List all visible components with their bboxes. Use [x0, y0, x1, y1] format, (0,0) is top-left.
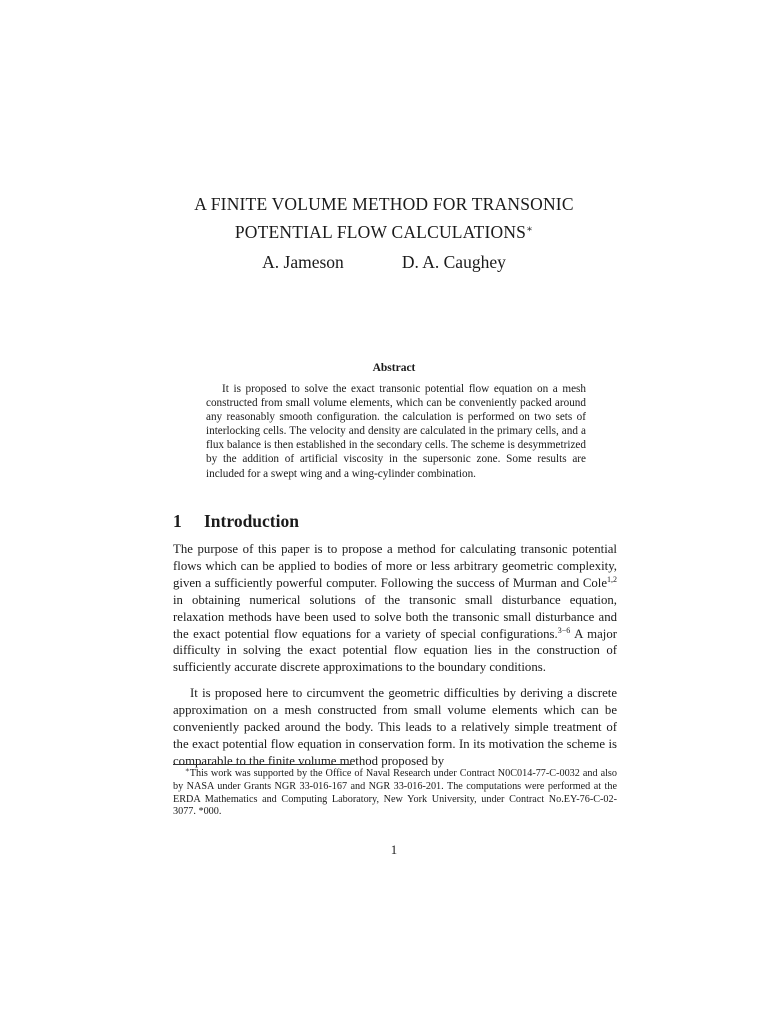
abstract-heading: Abstract [372, 362, 416, 374]
author-jameson: A. Jameson [262, 252, 344, 272]
page-number: 1 [390, 843, 398, 857]
title-line-1: A FINITE VOLUME METHOD FOR TRANSONIC [194, 194, 574, 214]
citation-1-2: 1,2 [607, 574, 617, 584]
footnote-divider [173, 764, 351, 765]
footnote-text: This work was supported by the Office of Naval Research under Contract N0C014-77-C-0032 and also by NASA under Grants NGR 33-016-167 and NGR 33-016-201. The computations were performed at the ERDA Mathematics and Computing Laboratory, New York University, under Contract No.EY-76-C-02-3077. *000. [173, 768, 617, 818]
author-caughey: D. A. Caughey [401, 252, 506, 272]
title-line-2-text: POTENTIAL FLOW CALCULATIONS [234, 222, 527, 242]
title-line-2 [0, 217, 768, 245]
abstract-text: It is proposed to solve the exact transonic potential flow equation on a mesh constructed from small volume elements, which can be conveniently packed around any reasonably smooth configuration. the calculation is performed on two sets of interlocking cells. The velocity and density are calculated in the primary cells, and a flux balance is then established in the secondary cells. The scheme is desymmetrized by the addition of artificial viscosity in the supersonic zone. Some results are included for a swept wing and a wing-cylinder combination. [206, 383, 586, 480]
intro-paragraph-2: It is proposed here to circumvent the geometric difficulties by deriving a discrete approximation on a mesh constructed from small volume elements which can be conveniently packed around the body. This leads to a relatively simple treatment of the exact potential flow equation in conservation form. In its motivation the scheme is comparable to the finite volume method proposed by [173, 686, 617, 768]
footnote [173, 768, 617, 819]
section-number: 1 [173, 511, 182, 531]
intro-paragraph-1 [173, 541, 617, 676]
paragraph-1-part-2: in obtaining numerical solutions of the transonic small disturbance equation, relaxation methods have been used to solve both the transonic small disturbance and the exact potential flow equations for a variety of special configurations. [173, 592, 617, 641]
paragraph-1-part-3: A major difficulty in solving the exact potential flow equation lies in the construction of sufficiently accurate discrete approximations to the boundary conditions. [173, 626, 618, 675]
paper-title [0, 192, 768, 245]
footnote-marker: ∗ [185, 766, 190, 774]
section-title: Introduction [204, 511, 299, 531]
citation-3-6: 3−6 [557, 625, 571, 635]
author-list [0, 251, 768, 273]
paragraph-1-part-1: The purpose of this paper is to propose a method for calculating transonic potential flows which can be applied to bodies of more or less arbitrary geometric complexity, given a sufficiently powerful computer. Following the success of Murman and Cole [173, 542, 617, 590]
section-heading [173, 510, 299, 532]
title-footnote-marker: ∗ [526, 224, 534, 235]
